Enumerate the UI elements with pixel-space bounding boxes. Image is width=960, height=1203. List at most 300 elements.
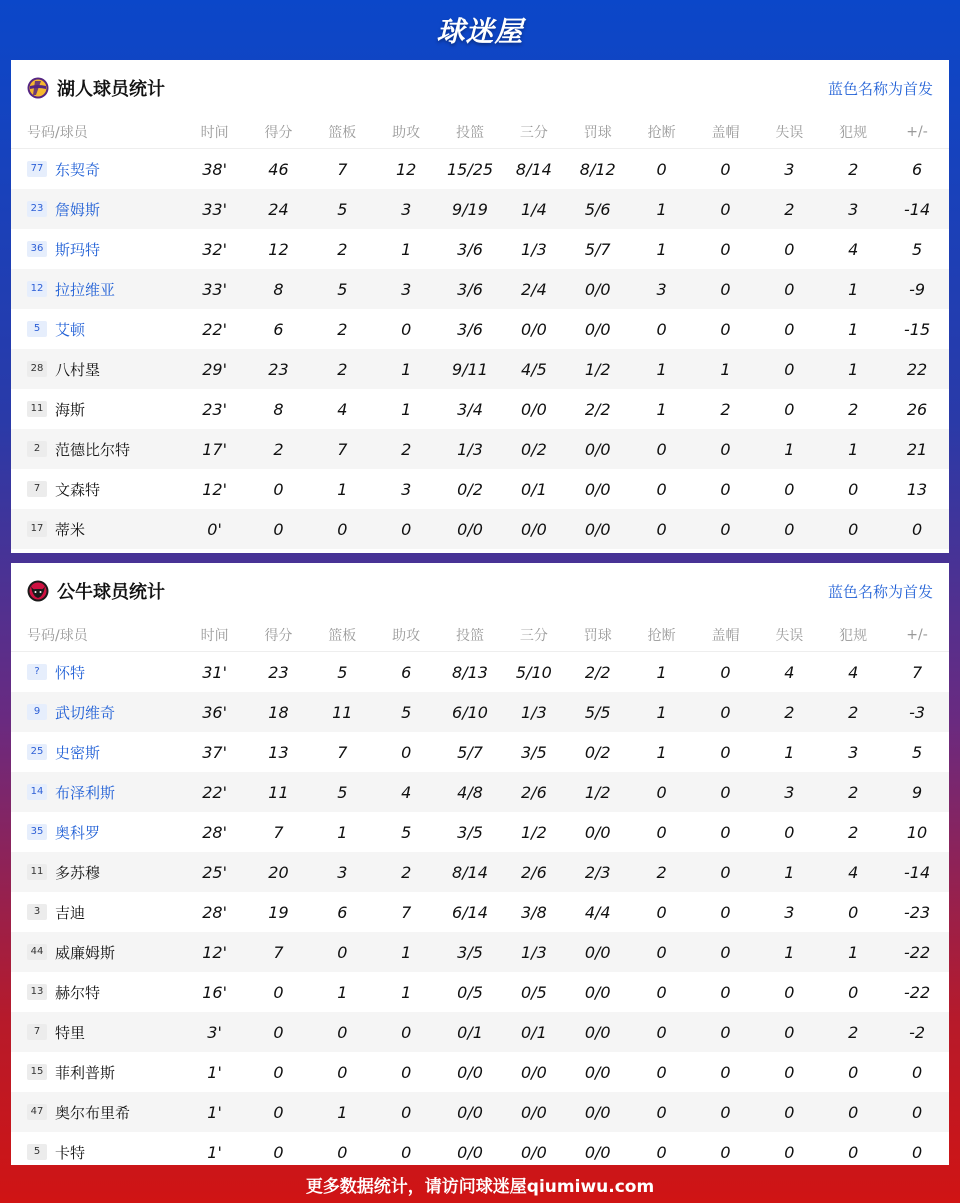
jersey-number-badge: 11 <box>27 864 47 880</box>
stat-cell: 2 <box>757 692 821 732</box>
stat-cell: 18 <box>247 692 311 732</box>
stat-cell: 46 <box>268 159 289 179</box>
column-header: 篮板 <box>310 116 374 149</box>
table-header-row <box>11 619 949 652</box>
stat-cell: 2/2 <box>584 399 611 419</box>
stat-cell: 0/2 <box>502 429 566 469</box>
jersey-number-badge: 36 <box>27 241 47 257</box>
stat-cell: -22 <box>885 932 949 972</box>
bulls-stats-table <box>11 619 949 1172</box>
column-header: +/- <box>885 619 949 652</box>
stat-cell: 22' <box>183 772 247 812</box>
stat-cell: 1 <box>821 429 885 469</box>
stat-cell: 0/0 <box>584 822 611 842</box>
bench-player-name: 八村塁 <box>55 360 101 379</box>
stat-cell: 0 <box>401 1142 412 1162</box>
column-header: 助攻 <box>374 116 438 149</box>
player-cell <box>11 469 183 509</box>
table-row <box>11 812 949 852</box>
bench-player-name: 菲利普斯 <box>55 1063 116 1082</box>
stat-cell: 0 <box>757 349 821 389</box>
stat-cell: 0/1 <box>521 479 547 499</box>
stat-cell: 0/0 <box>521 399 547 419</box>
stat-cell: 0 <box>720 662 731 682</box>
lakers-logo-icon <box>27 77 49 99</box>
stat-cell: 0 <box>310 1012 374 1052</box>
stat-cell: 1' <box>207 1062 222 1082</box>
stat-cell: 0 <box>848 1062 859 1082</box>
stat-cell: 6 <box>337 902 348 922</box>
column-header: +/- <box>885 116 949 149</box>
stat-cell: 5 <box>911 742 923 762</box>
player-cell <box>11 772 183 812</box>
stat-cell: 23' <box>202 399 227 419</box>
stat-cell: 3/6 <box>457 239 483 259</box>
stat-cell: 5 <box>401 822 412 842</box>
player-cell <box>11 229 183 269</box>
stat-cell: 0 <box>694 269 758 309</box>
stat-cell: 0 <box>694 852 758 892</box>
stat-cell: 1 <box>401 982 412 1002</box>
stat-cell: 0 <box>273 982 284 1002</box>
column-header: 罚球 <box>566 619 630 652</box>
stat-cell: 0 <box>720 239 731 259</box>
stat-cell: 0 <box>720 902 731 922</box>
stat-cell: 3 <box>848 742 859 762</box>
starter-player-name: 布泽利斯 <box>55 783 116 802</box>
starter-player-name: 艾顿 <box>55 320 86 339</box>
column-header: 时间 <box>183 116 247 149</box>
stat-cell: 0 <box>656 479 667 499</box>
stat-cell: 0/0 <box>438 509 502 549</box>
stat-cell: 5/7 <box>584 239 611 259</box>
stat-cell: 25' <box>183 852 247 892</box>
stat-cell: 1/3 <box>521 239 547 259</box>
table-row <box>11 469 949 509</box>
stat-cell: 4 <box>337 399 348 419</box>
stat-cell: 0 <box>656 982 667 1002</box>
stat-cell: 0 <box>694 1012 758 1052</box>
stat-cell: 0/0 <box>457 1062 483 1082</box>
stat-cell: -22 <box>903 982 931 1002</box>
column-header: 犯规 <box>821 619 885 652</box>
stat-cell: 0 <box>784 239 795 259</box>
stat-cell: 1 <box>757 852 821 892</box>
table-row <box>11 429 949 469</box>
table-row <box>11 852 949 892</box>
column-header: 罚球 <box>566 116 630 149</box>
stat-cell: 0 <box>337 1142 348 1162</box>
stat-cell: -9 <box>885 269 949 309</box>
stat-cell: 37' <box>202 742 227 762</box>
stat-cell: 1 <box>757 429 821 469</box>
column-header: 失误 <box>757 619 821 652</box>
stat-cell: 0/2 <box>584 742 611 762</box>
stat-cell: 3 <box>630 269 694 309</box>
stat-cell: 3 <box>821 189 885 229</box>
player-cell <box>11 972 183 1012</box>
bulls-starter-note: 蓝色名称为首发 <box>827 582 933 601</box>
stat-cell: 2/6 <box>502 852 566 892</box>
stat-cell: 0/0 <box>566 429 630 469</box>
player-cell <box>11 652 183 693</box>
jersey-number-badge: 14 <box>27 784 47 800</box>
table-row <box>11 652 949 693</box>
stat-cell: 2 <box>310 349 374 389</box>
player-cell <box>11 692 183 732</box>
player-cell <box>11 269 183 309</box>
stat-cell: 1 <box>784 742 795 762</box>
stat-cell: 8 <box>273 399 284 419</box>
table-row <box>11 732 949 772</box>
stat-cell: 0 <box>374 509 438 549</box>
table-header-row <box>11 116 949 149</box>
table-row <box>11 772 949 812</box>
stat-cell: 5/6 <box>566 189 630 229</box>
stat-cell: 4 <box>848 239 859 259</box>
table-row <box>11 149 949 190</box>
stat-cell: 3/4 <box>457 399 483 419</box>
stat-cell: 3 <box>784 902 795 922</box>
stat-cell: 5 <box>337 662 348 682</box>
stat-cell: 0 <box>630 509 694 549</box>
jersey-number-badge: 15 <box>27 1064 47 1080</box>
stat-cell: 0 <box>656 1142 667 1162</box>
stat-cell: 33' <box>183 189 247 229</box>
table-row <box>11 269 949 309</box>
stat-cell: 29' <box>183 349 247 389</box>
table-row <box>11 932 949 972</box>
stat-cell: 6 <box>273 319 284 339</box>
player-cell <box>11 1092 183 1132</box>
stat-cell: 0 <box>720 822 731 842</box>
stat-cell: 38' <box>202 159 227 179</box>
stat-cell: 2/2 <box>584 662 611 682</box>
stat-cell: 10 <box>906 822 928 842</box>
table-row <box>11 349 949 389</box>
player-cell <box>11 892 183 932</box>
stat-cell: 1/2 <box>566 349 630 389</box>
stat-cell: 0 <box>757 509 821 549</box>
column-header: 投篮 <box>438 619 502 652</box>
stat-cell: 0 <box>784 319 795 339</box>
stat-cell: 3' <box>183 1012 247 1052</box>
stat-cell: 9/19 <box>438 189 502 229</box>
stat-cell: 0 <box>720 319 731 339</box>
stat-cell: 3/6 <box>457 319 483 339</box>
stat-cell: 0/0 <box>438 1092 502 1132</box>
jersey-number-badge: 5 <box>27 321 47 337</box>
stat-cell: 0 <box>885 509 949 549</box>
stat-cell: 5 <box>310 772 374 812</box>
starter-player-name: 怀特 <box>55 663 86 682</box>
bench-player-name: 赫尔特 <box>55 983 101 1002</box>
stat-cell: 7 <box>401 902 412 922</box>
stat-cell: 15/25 <box>446 159 494 179</box>
jersey-number-badge: 25 <box>27 744 47 760</box>
stat-cell: 1 <box>821 349 885 389</box>
bulls-title-group <box>27 578 165 604</box>
stat-cell: 1 <box>630 692 694 732</box>
stat-cell: 0/1 <box>438 1012 502 1052</box>
stat-cell: 0 <box>757 269 821 309</box>
lakers-starter-note: 蓝色名称为首发 <box>827 79 933 98</box>
stat-cell: 1' <box>207 1142 222 1162</box>
stat-cell: 0 <box>784 1062 795 1082</box>
stat-cell: 1 <box>694 349 758 389</box>
starter-player-name: 詹姆斯 <box>55 200 101 219</box>
stat-cell: 0 <box>247 1092 311 1132</box>
stat-cell: 17' <box>183 429 247 469</box>
stat-cell: 5 <box>310 189 374 229</box>
player-cell <box>11 349 183 389</box>
starter-player-name: 东契奇 <box>55 160 101 179</box>
stat-cell: 5 <box>374 692 438 732</box>
stat-cell: 32' <box>202 239 227 259</box>
stat-cell: 0 <box>656 902 667 922</box>
jersey-number-badge: 12 <box>27 281 47 297</box>
bulls-team-title: 公牛球员统计 <box>57 582 165 603</box>
stat-cell: 6 <box>401 662 412 682</box>
stat-cell: 7 <box>337 159 348 179</box>
stat-cell: 2 <box>630 852 694 892</box>
player-cell <box>11 812 183 852</box>
jersey-number-badge: 13 <box>27 984 47 1000</box>
stat-cell: 33' <box>183 269 247 309</box>
stat-cell: 6 <box>911 159 923 179</box>
stat-cell: 0 <box>310 509 374 549</box>
column-header: 时间 <box>183 619 247 652</box>
stat-cell: 13 <box>906 479 928 499</box>
stat-cell: 2 <box>337 319 348 339</box>
jersey-number-badge: 77 <box>27 161 47 177</box>
stat-cell: 0 <box>784 1142 795 1162</box>
stat-cell: 0 <box>694 932 758 972</box>
stat-cell: 0 <box>656 159 667 179</box>
table-row <box>11 229 949 269</box>
stat-cell: 0 <box>784 479 795 499</box>
player-cell <box>11 732 183 772</box>
stat-cell: 31' <box>202 662 227 682</box>
table-row <box>11 972 949 1012</box>
stat-cell: 1 <box>656 742 667 762</box>
bench-player-name: 特里 <box>55 1023 86 1042</box>
stat-cell: 13 <box>268 742 289 762</box>
stat-cell: 1 <box>337 822 348 842</box>
stat-cell: 1 <box>848 319 859 339</box>
stat-cell: 0 <box>630 1092 694 1132</box>
stat-cell: 12 <box>395 159 417 179</box>
stat-cell: 2 <box>247 429 311 469</box>
stat-cell: -15 <box>903 319 931 339</box>
stat-cell: 5 <box>310 269 374 309</box>
table-row <box>11 1012 949 1052</box>
stat-cell: -14 <box>885 189 949 229</box>
bench-player-name: 奥尔布里希 <box>55 1103 131 1122</box>
stat-cell: 0 <box>757 1012 821 1052</box>
bench-player-name: 范德比尔特 <box>55 440 131 459</box>
column-header: 三分 <box>502 619 566 652</box>
player-cell <box>11 189 183 229</box>
player-cell <box>11 389 183 429</box>
stat-cell: -23 <box>903 902 931 922</box>
stat-cell: 7 <box>911 662 923 682</box>
stat-cell: 0 <box>273 479 284 499</box>
stat-cell: 0 <box>656 319 667 339</box>
stat-cell: 0/0 <box>521 1142 547 1162</box>
stat-cell: 36' <box>183 692 247 732</box>
bulls-logo-icon <box>27 580 49 602</box>
stat-cell: 1/2 <box>521 822 547 842</box>
stat-cell: 2 <box>821 1012 885 1052</box>
player-cell <box>11 1012 183 1052</box>
stat-cell: -14 <box>885 852 949 892</box>
stat-cell: 0/0 <box>566 932 630 972</box>
stat-cell: 2 <box>374 852 438 892</box>
stat-cell: 1 <box>310 1092 374 1132</box>
jersey-number-badge: 11 <box>27 401 47 417</box>
stat-cell: 0 <box>694 692 758 732</box>
stat-cell: 5 <box>911 239 923 259</box>
column-header: 盖帽 <box>694 619 758 652</box>
stat-cell: 0 <box>885 1092 949 1132</box>
stat-cell: 5/10 <box>515 662 552 682</box>
jersey-number-badge: 3 <box>27 904 47 920</box>
stat-cell: 0 <box>911 1062 923 1082</box>
stat-cell: 3/5 <box>457 822 483 842</box>
jersey-number-badge: 47 <box>27 1104 47 1120</box>
stat-cell: 11 <box>247 772 311 812</box>
bench-player-name: 威廉姆斯 <box>55 943 116 962</box>
stat-cell: 0 <box>337 1062 348 1082</box>
table-row <box>11 1092 949 1132</box>
stat-cell: 0 <box>821 509 885 549</box>
starter-player-name: 史密斯 <box>55 743 101 762</box>
stat-cell: 2 <box>848 159 859 179</box>
stat-cell: 7 <box>247 932 311 972</box>
stat-cell: 0 <box>694 509 758 549</box>
stat-cell: 0/2 <box>457 479 483 499</box>
stat-cell: 0 <box>401 742 412 762</box>
stat-cell: 1 <box>821 932 885 972</box>
stat-cell: 2/3 <box>566 852 630 892</box>
stat-cell: -3 <box>885 692 949 732</box>
starter-player-name: 斯玛特 <box>55 240 101 259</box>
stat-cell: 0 <box>848 982 859 1002</box>
stat-cell: -2 <box>885 1012 949 1052</box>
stat-cell: 1/3 <box>438 429 502 469</box>
bulls-card-header <box>11 563 949 619</box>
table-row <box>11 309 949 349</box>
stat-cell: 0/0 <box>584 1142 611 1162</box>
stat-cell: 0 <box>784 982 795 1002</box>
stat-cell: 3/8 <box>521 902 547 922</box>
stat-cell: 4/8 <box>438 772 502 812</box>
column-header: 助攻 <box>374 619 438 652</box>
stat-cell: 0 <box>694 1092 758 1132</box>
stat-cell: 1 <box>630 189 694 229</box>
stat-cell: 0/0 <box>521 319 547 339</box>
stat-cell: 28' <box>202 822 227 842</box>
column-header: 投篮 <box>438 116 502 149</box>
stat-cell: 0 <box>247 509 311 549</box>
jersey-number-badge: 5 <box>27 1144 47 1160</box>
jersey-number-badge: 23 <box>27 201 47 217</box>
stat-cell: 1' <box>183 1092 247 1132</box>
stat-cell: 1 <box>401 399 412 419</box>
stat-cell: 21 <box>885 429 949 469</box>
stat-cell: 20 <box>247 852 311 892</box>
stat-cell: 24 <box>247 189 311 229</box>
jersey-number-badge: 35 <box>27 824 47 840</box>
stat-cell: 0 <box>694 189 758 229</box>
lakers-team-title: 湖人球员统计 <box>57 79 165 100</box>
table-row <box>11 1052 949 1092</box>
stat-cell: 0 <box>784 399 795 419</box>
table-row <box>11 389 949 429</box>
stat-cell: 0/0 <box>584 479 611 499</box>
bench-player-name: 蒂米 <box>55 520 86 539</box>
stat-cell: 2/4 <box>502 269 566 309</box>
stat-cell: 7 <box>337 742 348 762</box>
stat-cell: 22 <box>885 349 949 389</box>
stat-cell: 0/0 <box>584 319 611 339</box>
stat-cell: 0/0 <box>566 509 630 549</box>
stat-cell: 0 <box>630 429 694 469</box>
stat-cell: 4 <box>374 772 438 812</box>
stat-cell: 1 <box>630 349 694 389</box>
stat-cell: 28' <box>202 902 227 922</box>
stat-cell: 23 <box>268 662 289 682</box>
stat-cell: 0 <box>848 479 859 499</box>
stat-cell: 0/0 <box>584 982 611 1002</box>
column-header-player: 号码/球员 <box>11 619 183 652</box>
bench-player-name: 多苏穆 <box>55 863 101 882</box>
stat-cell: 0 <box>694 772 758 812</box>
stat-cell: 5/7 <box>457 742 483 762</box>
stat-cell: 3/6 <box>438 269 502 309</box>
stat-cell: 0 <box>374 1092 438 1132</box>
jersey-number-badge: 9 <box>27 704 47 720</box>
stat-cell: 0/1 <box>502 1012 566 1052</box>
column-header: 得分 <box>247 619 311 652</box>
stat-cell: 0/0 <box>566 1092 630 1132</box>
stat-cell: 2 <box>848 822 859 842</box>
stat-cell: 12 <box>268 239 289 259</box>
stat-cell: 0/0 <box>566 1012 630 1052</box>
stat-cell: 0/0 <box>502 509 566 549</box>
player-cell <box>11 509 183 549</box>
bench-player-name: 卡特 <box>55 1143 86 1162</box>
starter-player-name: 拉拉维亚 <box>55 280 116 299</box>
jersey-number-badge: 17 <box>27 521 47 537</box>
stat-cell: 4 <box>784 662 795 682</box>
lakers-title-group <box>27 75 165 101</box>
stat-cell: 2 <box>720 399 731 419</box>
player-cell <box>11 1052 183 1092</box>
stat-cell: 0 <box>374 1012 438 1052</box>
stat-cell: 6/10 <box>438 692 502 732</box>
column-header: 抢断 <box>630 619 694 652</box>
stat-cell: 0 <box>720 1062 731 1082</box>
stat-cell: 9/11 <box>438 349 502 389</box>
stat-cell: 8/14 <box>438 852 502 892</box>
stat-cell: 0 <box>401 1062 412 1082</box>
stat-cell: 5/5 <box>566 692 630 732</box>
lakers-card-header <box>11 60 949 116</box>
stat-cell: 1 <box>656 239 667 259</box>
table-row <box>11 189 949 229</box>
